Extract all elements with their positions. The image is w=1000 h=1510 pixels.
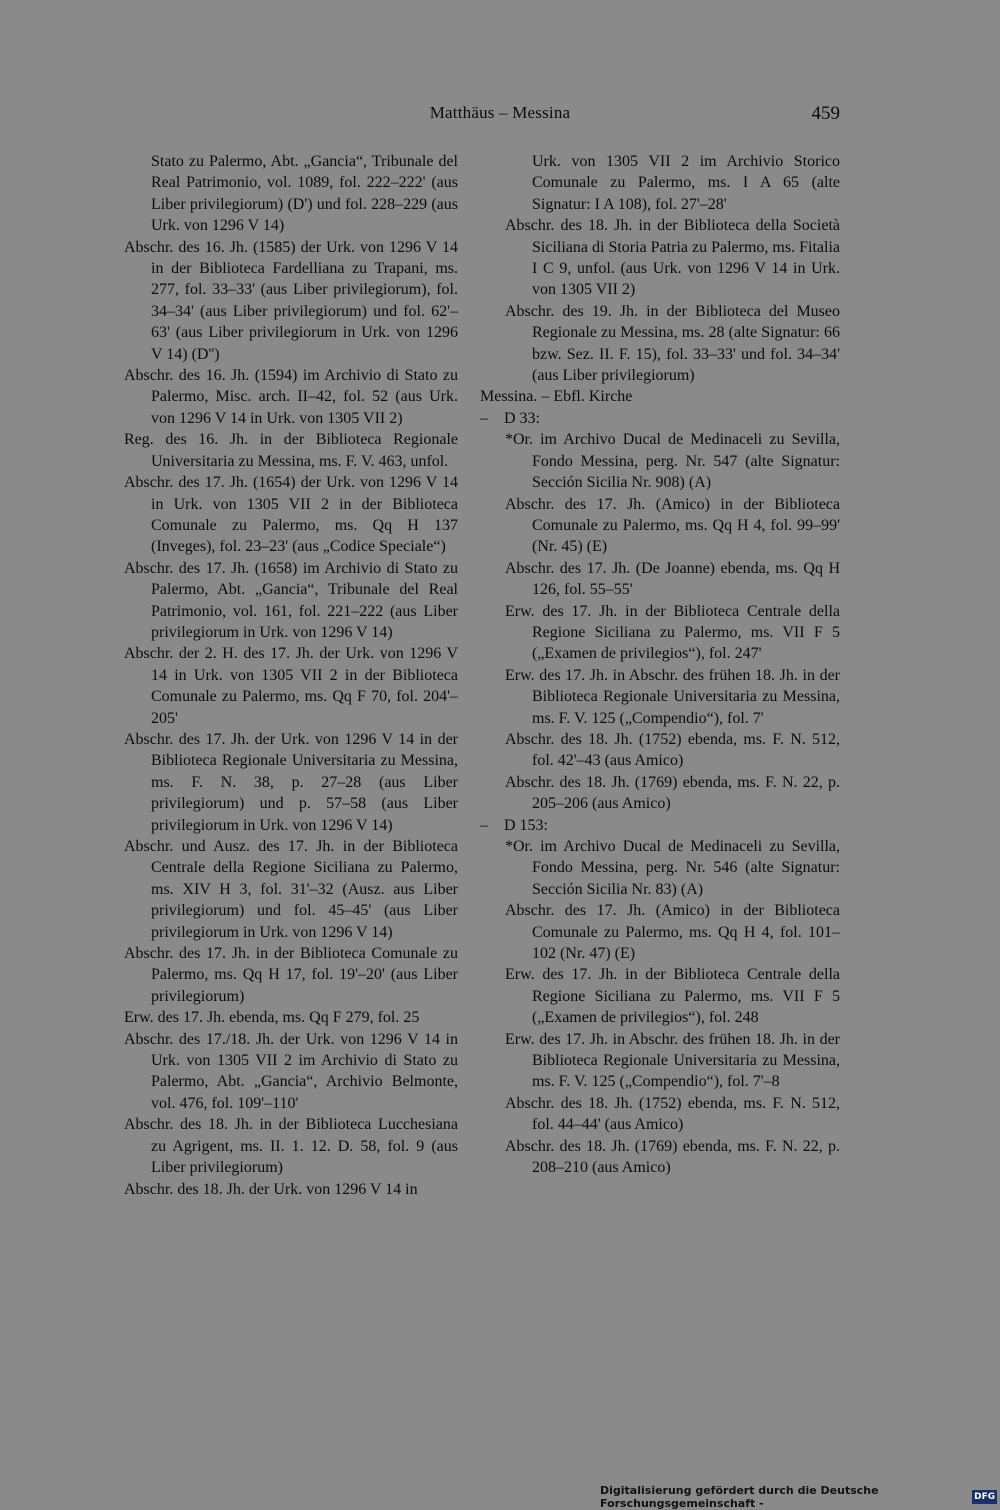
manuscript-entry: Abschr. des 17. Jh. (Amico) in der Biblioteca Comunale zu Palermo, ms. Qq H 4, fol. 101–102 (Nr. 47) (E) — [505, 902, 840, 963]
footer — [600, 1483, 1000, 1510]
subsection-heading — [480, 815, 840, 836]
manuscript-entry: Erw. des 17. Jh. in Abschr. des frühen 18. Jh. in der Biblioteca Regionale Universitaria zu Messina, ms. F. V. 125 („Compendio“), fol. 7'–8 — [505, 1030, 840, 1091]
manuscript-entry: Abschr. des 17. Jh. (1658) im Archivio di Stato zu Palermo, Abt. „Gancia“, Tribunale del Real Patrimonio, vol. 161, fol. 221–222 (aus Liber privilegiorum in Urk. von 1296 V 14) — [124, 559, 458, 641]
manuscript-entry: Abschr. des 17. Jh. (De Joanne) ebenda, ms. Qq H 126, fol. 55–55' — [505, 559, 840, 599]
dfg-logo: DFG — [974, 1491, 996, 1502]
manuscript-entry: Abschr. des 18. Jh. (1769) ebenda, ms. F. N. 22, p. 205–206 (aus Amico) — [505, 773, 840, 813]
manuscript-entry: Abschr. der 2. H. des 17. Jh. der Urk. von 1296 V 14 in Urk. von 1305 VII 2 in der Biblioteca Comunale zu Palermo, ms. Qq F 70, fol. 204'–205' — [124, 645, 458, 727]
manuscript-entry: Abschr. des 17./18. Jh. der Urk. von 1296 V 14 in Urk. von 1305 VII 2 im Archivio di Stato zu Palermo, Abt. „Gancia“, Archivio Belmonte, vol. 476, fol. 109'–110' — [124, 1030, 458, 1112]
manuscript-entry: Erw. des 17. Jh. in Abschr. des frühen 18. Jh. in der Biblioteca Regionale Universitaria zu Messina, ms. F. V. 125 („Compendio“), fol. 7' — [505, 666, 840, 727]
manuscript-entry: Abschr. und Ausz. des 17. Jh. in der Biblioteca Centrale della Regione Siciliana zu Palermo, ms. XIV H 3, fol. 31'–32 (Ausz. aus Liber privilegiorum) und fol. 45–45' (aus Liber privilegiorum in Urk. von 1296 V 14) — [124, 838, 458, 941]
manuscript-entry: Erw. des 17. Jh. in der Biblioteca Centrale della Regione Siciliana zu Palermo, ms. VII F 5 („Examen de privilegios“), fol. 248 — [505, 966, 840, 1027]
footer-credit: Digitalisierung gefördert durch die Deutsche Forschungsgemeinschaft - — [600, 1483, 879, 1510]
manuscript-entry: Abschr. des 17. Jh. (Amico) in der Biblioteca Comunale zu Palermo, ms. Qq H 4, fol. 99–99' (Nr. 45) (E) — [505, 495, 840, 556]
manuscript-entry: Abschr. des 18. Jh. (1752) ebenda, ms. F. N. 512, fol. 44–44' (aus Amico) — [505, 1094, 840, 1134]
subsection-label: D 33: — [504, 409, 540, 427]
subsection-heading — [480, 408, 840, 429]
manuscript-entry: *Or. im Archivo Ducal de Medinaceli zu Sevilla, Fondo Messina, perg. Nr. 547 (alte Signatur: Sección Sicilia Nr. 908) (A) — [505, 431, 840, 492]
right-column — [480, 151, 840, 1179]
manuscript-entry: *Or. im Archivo Ducal de Medinaceli zu Sevilla, Fondo Messina, perg. Nr. 546 (alte Signatur: Sección Sicilia Nr. 83) (A) — [505, 838, 840, 898]
manuscript-entry: Stato zu Palermo, Abt. „Gancia“, Tribunale del Real Patrimonio, vol. 1089, fol. 222–222' (aus Liber privilegiorum) (D') und fol. 228–229 (aus Urk. von 1296 V 14) — [151, 153, 458, 235]
manuscript-entry: Abschr. des 19. Jh. in der Biblioteca del Museo Regionale zu Messina, ms. 28 (alte Signatur: 66 bzw. Sez. II. F. 15), fol. 33–33' und fol. 34–34' (aus Liber privilegiorum) — [505, 302, 840, 385]
running-title: Matthäus – Messina — [429, 103, 571, 122]
manuscript-entry: Abschr. des 18. Jh. der Urk. von 1296 V 14 in — [124, 1180, 418, 1198]
manuscript-entry: Abschr. des 16. Jh. (1594) im Archivio di Stato zu Palermo, Misc. arch. II–42, fol. 52 (aus Urk. von 1296 V 14 in Urk. von 1305 VII 2) — [124, 367, 458, 427]
manuscript-entry: Abschr. des 17. Jh. (1654) der Urk. von 1296 V 14 in Urk. von 1305 VII 2 in der Biblioteca Comunale zu Palermo, ms. Qq H 137 (Inveges), fol. 23–23' (aus „Codice Speciale“) — [124, 474, 458, 556]
page-number: 459 — [811, 103, 840, 124]
section-heading: Messina. – Ebfl. Kirche — [480, 388, 633, 406]
dash-marker: – — [480, 816, 488, 834]
dash-marker: – — [480, 409, 488, 427]
manuscript-entry: Abschr. des 16. Jh. (1585) der Urk. von 1296 V 14 in der Biblioteca Fardelliana zu Trapani, ms. 277, fol. 33–33' (aus Liber privilegiorum), fol. 34–34' (aus Liber privilegiorum) und fol. 62'–63' (aus Liber privilegiorum in Urk. von 1296 V 14) (D'') — [124, 238, 458, 363]
manuscript-entry: Abschr. des 18. Jh. in der Biblioteca Lucchesiana zu Agrigent, ms. II. 1. 12. D. 58, fol. 9 (aus Liber privilegiorum) — [124, 1116, 458, 1177]
manuscript-entry: Reg. des 16. Jh. in der Biblioteca Regionale Universitaria zu Messina, ms. F. V. 463, unfol. — [124, 431, 458, 470]
manuscript-entry: Urk. von 1305 VII 2 im Archivio Storico Comunale zu Palermo, ms. I A 65 (alte Signatur: I A 108), fol. 27'–28' — [532, 153, 840, 213]
manuscript-entry: Erw. des 17. Jh. in der Biblioteca Centrale della Regione Siciliana zu Palermo, ms. VII F 5 („Examen de privilegios“), fol. 247' — [505, 602, 840, 663]
left-column — [124, 151, 458, 1200]
manuscript-entry: Abschr. des 17. Jh. der Urk. von 1296 V 14 in der Biblioteca Regionale Universitaria zu Messina, ms. F. N. 38, p. 27–28 (aus Liber privilegiorum) und p. 57–58 (aus Liber privilegiorum in Urk. von 1296 V 14) — [124, 730, 458, 834]
manuscript-entry: Abschr. des 18. Jh. (1752) ebenda, ms. F. N. 512, fol. 42'–43 (aus Amico) — [505, 730, 840, 770]
subsection-label: D 153: — [504, 816, 548, 834]
manuscript-entry: Abschr. des 17. Jh. in der Biblioteca Comunale zu Palermo, ms. Qq H 17, fol. 19'–20' (aus Liber privilegiorum) — [124, 945, 458, 1005]
manuscript-entry: Abschr. des 18. Jh. (1769) ebenda, ms. F. N. 22, p. 208–210 (aus Amico) — [505, 1137, 840, 1177]
manuscript-entry: Erw. des 17. Jh. ebenda, ms. Qq F 279, fol. 25 — [124, 1009, 420, 1027]
manuscript-entry: Abschr. des 18. Jh. in der Biblioteca della Società Siciliana di Storia Patria zu Palermo, ms. Fitalia I C 9, unfol. (aus Urk. von 1296 V 14 in Urk. von 1305 VII 2) — [505, 217, 840, 299]
